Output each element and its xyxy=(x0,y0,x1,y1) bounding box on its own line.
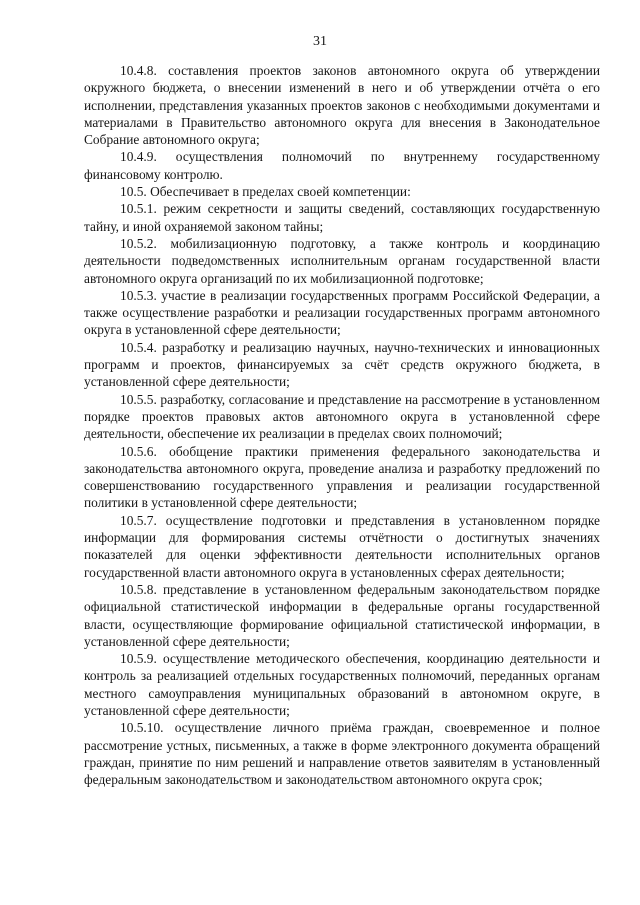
paragraph-10-5-6: 10.5.6. обобщение практики применения федерального законодательства и законодательства автономного округа, проведение анализа и разработку предложений по совершенствованию государственного управления и реализации государственной политики в установленной сфере деятельности; xyxy=(84,443,600,511)
paragraph-10-4-9: 10.4.9. осуществления полномочий по внутреннему государственному финансовому контролю. xyxy=(84,149,600,182)
paragraph-10-5-4: 10.5.4. разработку и реализацию научных, научно-технических и инновационных программ и проектов, финансируемых за счёт средств окружного бюджета, в установленной сфере деятельности; xyxy=(84,339,600,390)
paragraph-10-5-8: 10.5.8. представление в установленном федеральным законодательством порядке официальной статистической информации в федеральные органы государственной власти, осуществляющие формирование официальной статистической информации, в установленной сфере деятельности; xyxy=(84,581,600,649)
document-body xyxy=(84,62,600,788)
paragraph-10-4-8: 10.4.8. составления проектов законов автономного округа об утверждении окружного бюджета, о внесении изменений в него и об утверждении отчёта о его исполнении, представления указанных проектов законов с необходимыми документами и материалами в Правительство автономного округа для внесения в Законодательное Собрание автономного округа; xyxy=(84,63,600,148)
paragraph-10-5-2: 10.5.2. мобилизационную подготовку, а также контроль и координацию деятельности подведомственных исполнительным органам государственной власти автономного округа организаций по их мобилизационной подготовке; xyxy=(84,235,600,286)
paragraph-10-5-7: 10.5.7. осуществление подготовки и представления в установленном порядке информации для формирования системы отчётности о достигнутых значениях показателей для оценки эффективности деятельности исполнительных органов государственной власти автономного округа в установленных сферах деятельности; xyxy=(84,512,600,580)
paragraph-10-5-3: 10.5.3. участие в реализации государственных программ Российской Федерации, а также осуществление разработки и реализации государственных программ автономного округа в установленной сфере деятельности; xyxy=(84,287,600,338)
paragraph-10-5-9: 10.5.9. осуществление методического обеспечения, координацию деятельности и контроль за реализацией отдельных государственных полномочий, переданных органам местного самоуправления муниципальных образований в автономном округе, в установленной сфере деятельности; xyxy=(84,651,600,718)
paragraph-10-5: 10.5. Обеспечивает в пределах своей компетенции: xyxy=(120,184,411,200)
paragraph-10-5-5: 10.5.5. разработку, согласование и представление на рассмотрение в установленном порядке проектов правовых актов автономного округа в установленной сфере деятельности, обеспечение их реализации в пределах своих полномочий; xyxy=(84,391,600,442)
page-number: 31 xyxy=(313,34,327,49)
paragraph-10-5-1: 10.5.1. режим секретности и защиты сведений, составляющих государственную тайну, и иной охраняемой законом тайны; xyxy=(84,201,600,234)
paragraph-10-5-10: 10.5.10. осуществление личного приёма граждан, своевременное и полное рассмотрение устных, письменных, а также в форме электронного документа обращений граждан, принятие по ним решений и направление ответов заявителям в установленный федеральным законодательством и законодательством автономного округа срок; xyxy=(84,720,600,788)
